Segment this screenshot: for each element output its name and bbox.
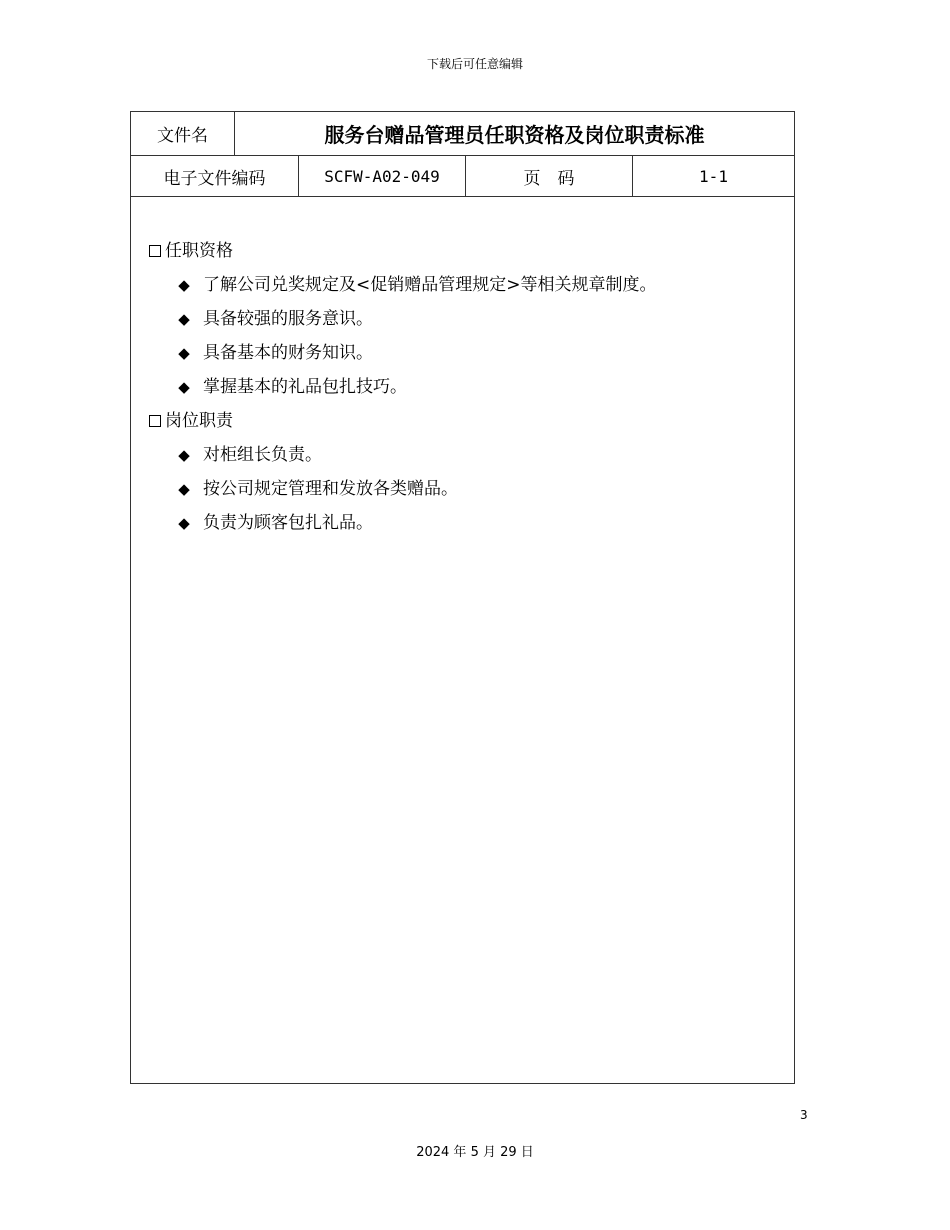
list-item [149, 472, 769, 506]
diamond-bullet-icon: ◆ [178, 378, 190, 396]
header-note: 下载后可任意编辑 [426, 57, 523, 71]
diamond-bullet-icon: ◆ [178, 276, 190, 294]
list-item [149, 506, 769, 540]
page-value: 1-1 [632, 156, 794, 196]
section-heading [149, 404, 769, 438]
list-item [149, 438, 769, 472]
section-heading [149, 234, 769, 268]
list-item [149, 302, 769, 336]
diamond-bullet-icon: ◆ [178, 514, 190, 532]
list-item [149, 268, 769, 302]
section-heading-text: 任职资格 [165, 241, 233, 261]
page-label: 页 码 [465, 156, 632, 196]
page-number: 3 [800, 1108, 808, 1122]
list-item-text: 负责为顾客包扎礼品。 [203, 513, 373, 533]
code-value: SCFW-A02-049 [298, 156, 465, 196]
list-item [149, 370, 769, 404]
checkbox-icon [149, 245, 161, 257]
diamond-bullet-icon: ◆ [178, 310, 190, 328]
list-item-text: 对柜组长负责。 [203, 445, 322, 465]
section-heading-text: 岗位职责 [165, 411, 233, 431]
code-row [131, 156, 794, 197]
diamond-bullet-icon: ◆ [178, 480, 190, 498]
list-item [149, 336, 769, 370]
list-item-text: 掌握基本的礼品包扎技巧。 [203, 377, 407, 397]
code-label: 电子文件编码 [163, 168, 266, 189]
title-row [131, 112, 794, 156]
footer-date: 2024 年 5 月 29 日 [416, 1145, 534, 1160]
diamond-bullet-icon: ◆ [178, 446, 190, 464]
list-item-text: 按公司规定管理和发放各类赠品。 [203, 479, 458, 499]
checkbox-icon [149, 415, 161, 427]
file-name-label: 文件名 [157, 126, 208, 146]
list-item-text: 具备较强的服务意识。 [203, 309, 373, 329]
document-title: 服务台赠品管理员任职资格及岗位职责标准 [234, 112, 794, 155]
document-frame [130, 111, 795, 1084]
diamond-bullet-icon: ◆ [178, 344, 190, 362]
list-item-text: 具备基本的财务知识。 [203, 343, 373, 363]
content [149, 234, 769, 540]
list-item-text: 了解公司兑奖规定及<促销赠品管理规定>等相关规章制度。 [203, 275, 657, 295]
